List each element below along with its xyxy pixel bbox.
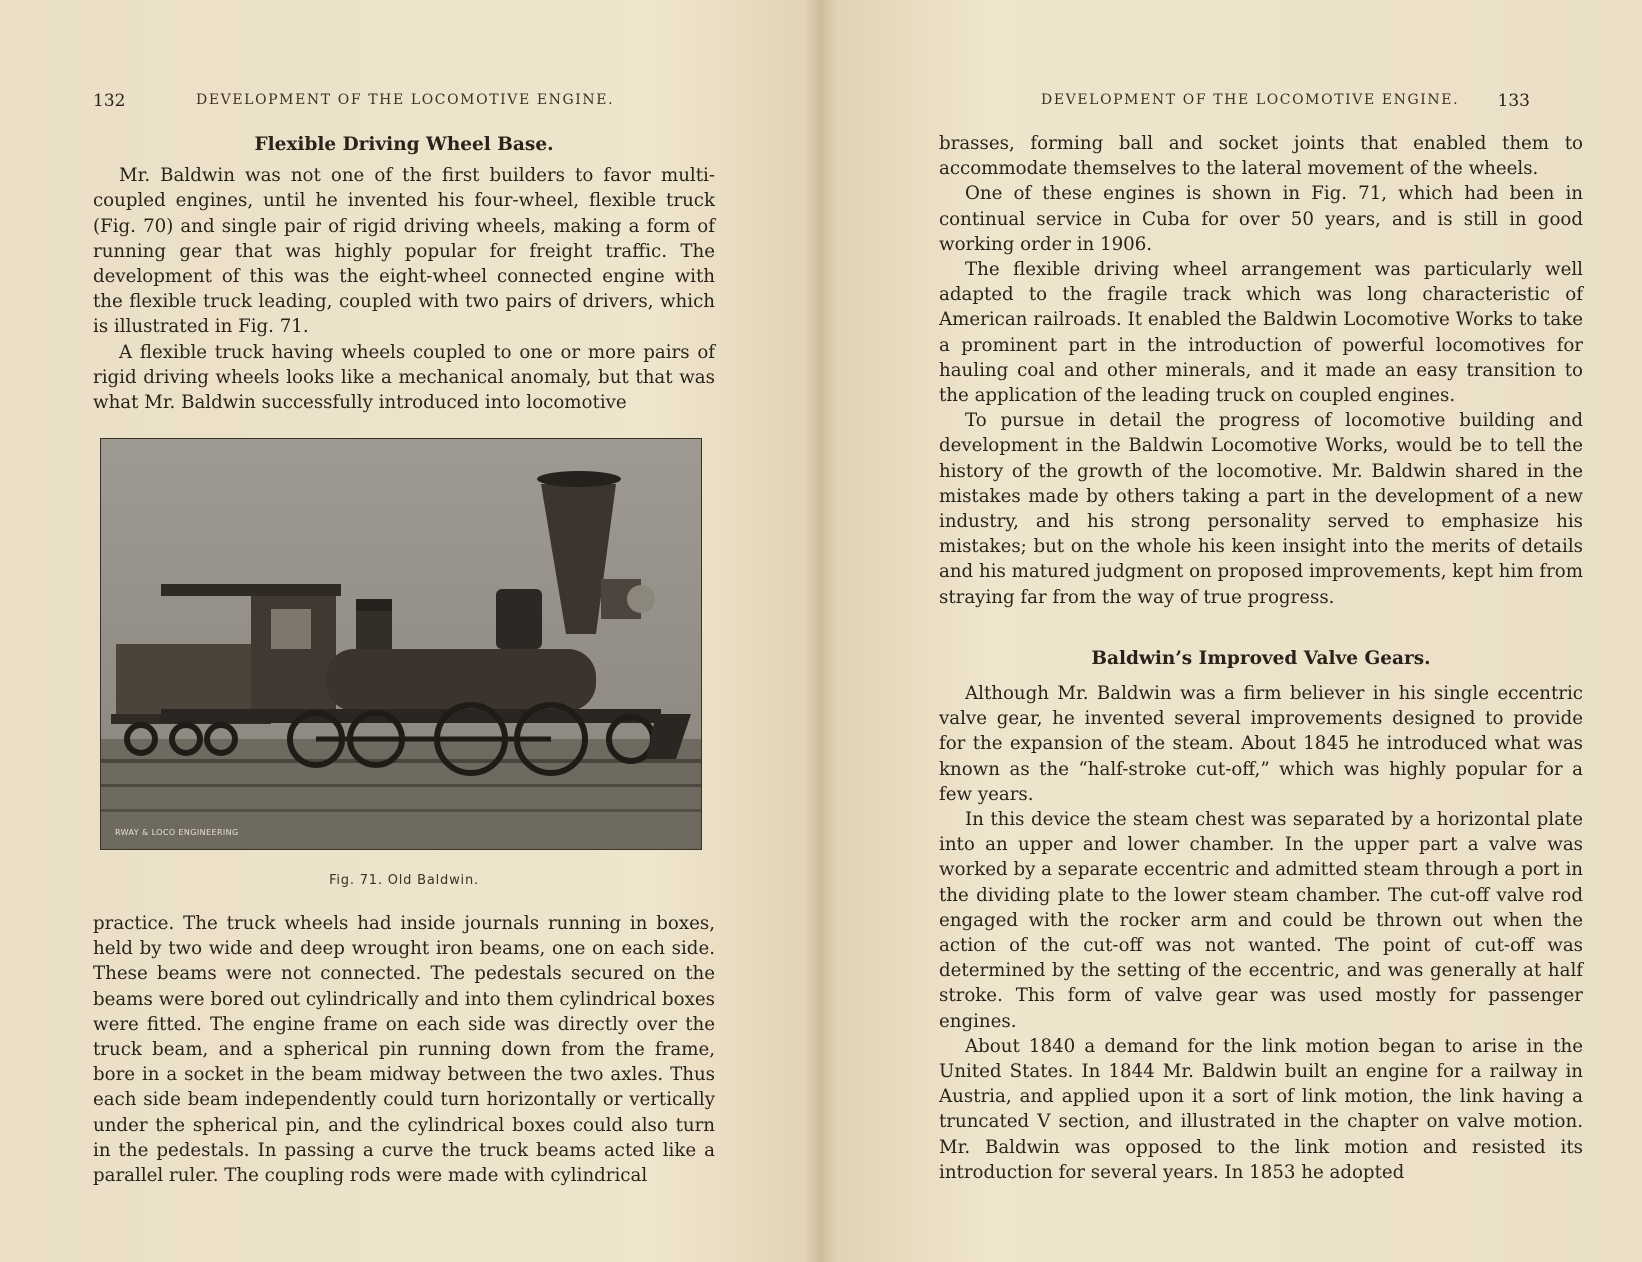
paragraph: The flexible driving wheel arrangement was particularly well adapted to the fragile track which was long characteristic of American railroads. It enabled the Baldwin Locomotive Works to take a prominent part in the introduction of powerful locomotives for hauling coal and other minerals, and it made an easy transition to the application of the leading truck on coupled engines. <box>939 259 1583 407</box>
text-block-main <box>939 131 1583 610</box>
paragraph: In this device the steam chest was separated by a horizontal plate into an upper and lower chamber. In the upper part a valve was worked by a separate eccentric and admitted steam through a port in the dividing plate to the lower steam chamber. The cut-off valve rod engaged with the rocker arm and could be thrown out when the action of the cut-off was not wanted. The point of cut-off was determined by the setting of the eccentric, and was generally at half stroke. This form of valve gear was used mostly for passenger engines. <box>939 809 1583 1032</box>
locomotive-photo <box>100 438 702 850</box>
text-block-bottom <box>93 911 715 1188</box>
running-head: DEVELOPMENT OF THE LOCOMOTIVE ENGINE. <box>1041 92 1460 108</box>
paragraph: To pursue in detail the progress of locomotive building and development in the Baldwin Locomotive Works, would be to tell the history of the growth of the locomotive. Mr. Baldwin shared in the mistakes made by others taking a part in the development of a new industry, and his strong personality served to emphasize his mistakes; but on the whole his keen insight into the merits of details and his matured judgment on proposed improvements, kept him from straying far from the way of true progress. <box>939 410 1583 608</box>
text-block-top <box>93 132 715 415</box>
paragraph: Mr. Baldwin was not one of the first builders to favor multi-coupled engines, until he invented his four-wheel, flexible truck (Fig. 70) and single pair of rigid driving wheels, making a form of running gear that was highly popular for freight traffic. The development of this was the eight-wheel connected engine with the flexible truck leading, coupled with two pairs of drivers, which is illustrated in Fig. 71. <box>93 165 715 338</box>
paragraph: brasses, forming ball and socket joints that enabled them to accommodate themselves to the lateral movement of the wheels. <box>939 133 1583 180</box>
section-heading: Flexible Driving Wheel Base. <box>254 134 554 155</box>
text-block-lower <box>939 681 1583 1185</box>
section-heading: Baldwin’s Improved Valve Gears. <box>1091 648 1431 669</box>
right-page <box>821 0 1642 1262</box>
paragraph: A flexible truck having wheels coupled to one or more pairs of rigid driving wheels looks like a mechanical anomaly, but that was what Mr. Baldwin successfully introduced into locomotive <box>93 341 715 414</box>
paragraph: practice. The truck wheels had inside journals running in boxes, held by two wide and deep wrought iron beams, one on each side. These beams were not connected. The pedestals secured on the beams were bored out cylindrically and into them cylindrical boxes were fitted. The engine frame on each side was directly over the truck beam, and a spherical pin running down from the frame, bore in a socket in the beam midway between the two axles. Thus each side beam independently could turn horizontally or vertically under the spherical pin, and the cylindrical boxes could also turn in the pedestals. In passing a curve the truck beams acted like a parallel ruler. The coupling rods were made with cylindrical <box>93 913 715 1187</box>
locomotive-illustration <box>101 439 701 849</box>
running-head: DEVELOPMENT OF THE LOCOMOTIVE ENGINE. <box>196 92 615 108</box>
figure-caption: Fig. 71. Old Baldwin. <box>329 873 479 888</box>
paragraph: One of these engines is shown in Fig. 71, which had been in continual service in Cuba for over 50 years, and is still in good working order in 1906. <box>939 183 1583 255</box>
photo-credit: RWAY & LOCO ENGINEERING <box>115 828 239 837</box>
page-number: 132 <box>93 91 126 111</box>
paragraph: About 1840 a demand for the link motion began to arise in the United States. In 1844 Mr. Baldwin built an engine for a railway in Austria, and applied upon it a sort of link motion, the link having a truncated V section, and illustrated in the chapter on valve motion. Mr. Baldwin was opposed to the link motion and resisted its introduction for several years. In 1853 he adopted <box>939 1035 1583 1183</box>
paragraph: Although Mr. Baldwin was a firm believer in his single eccentric valve gear, he invented several improvements designed to provide for the expansion of the steam. About 1845 he introduced what was known as the “half-stroke cut-off,” which was highly popular for a few years. <box>939 683 1583 805</box>
page-number: 133 <box>1497 91 1530 111</box>
